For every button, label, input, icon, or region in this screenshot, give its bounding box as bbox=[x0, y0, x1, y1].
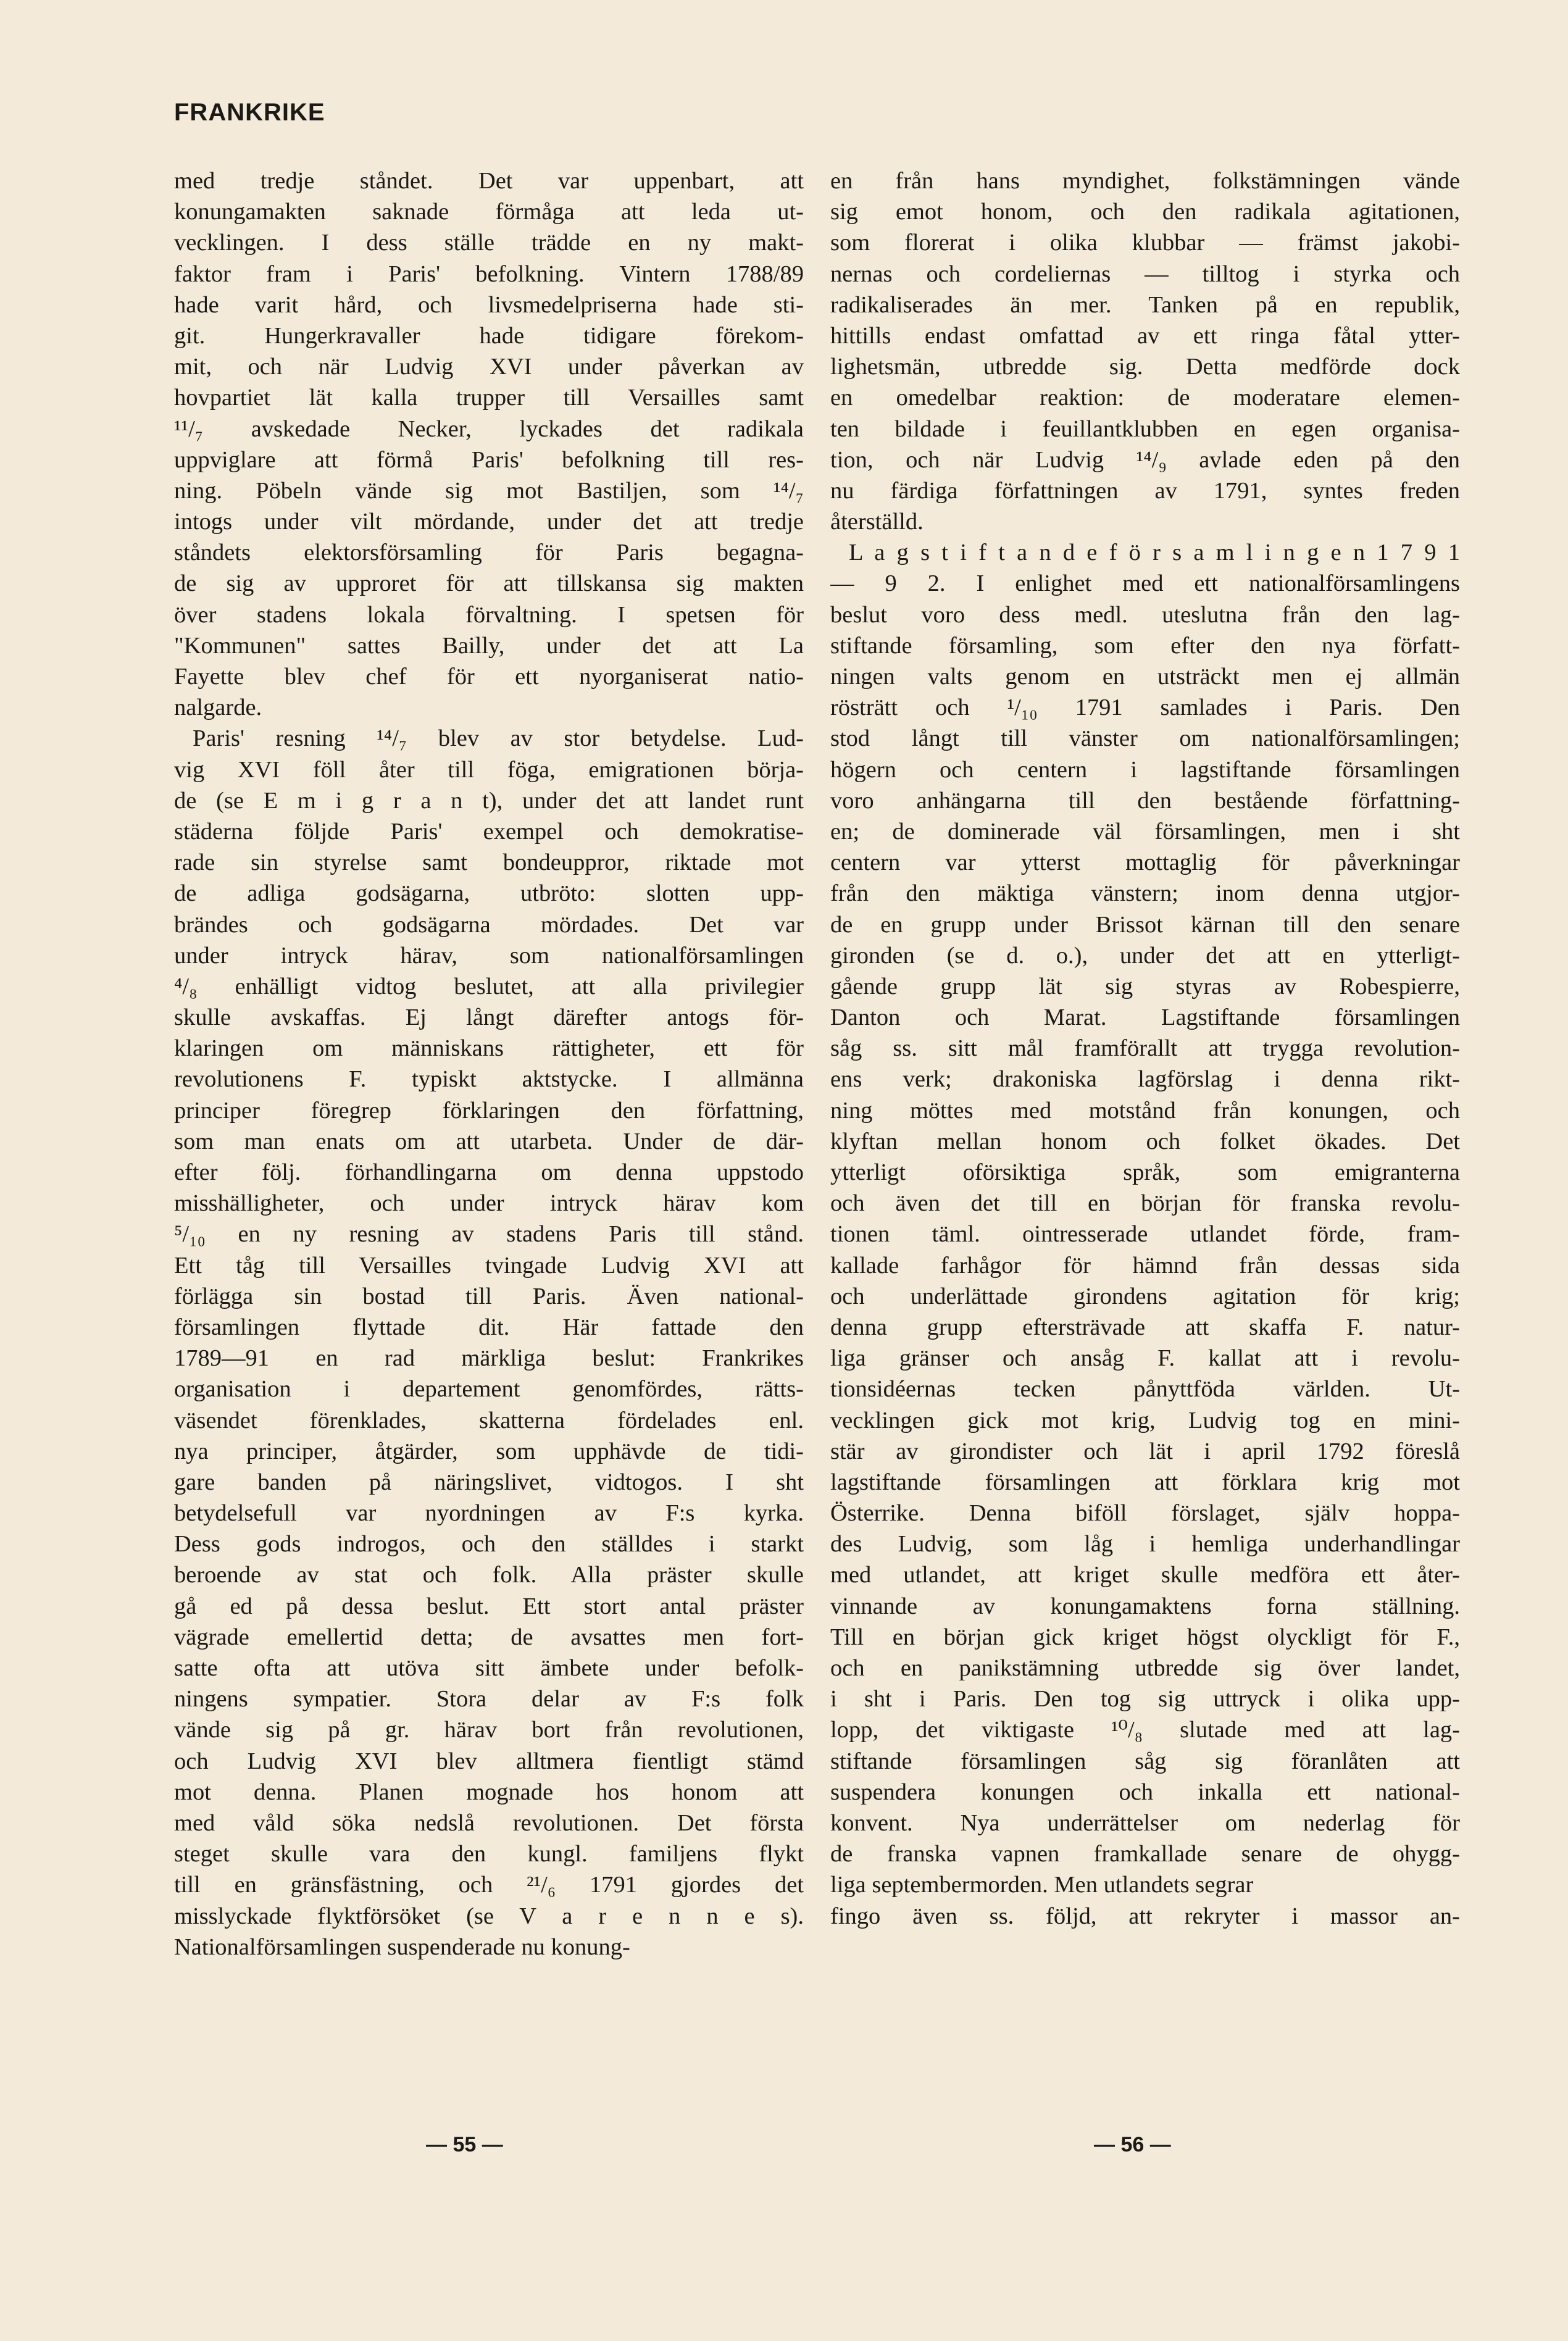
text-line: stod långt till vänster om nationalförsamlingen; bbox=[830, 725, 1460, 752]
text-line: ¹¹/₇ avskedade Necker, lyckades det radikala bbox=[174, 415, 804, 442]
text-line: och en panikstämning utbredde sig över landet, bbox=[830, 1655, 1460, 1681]
text-line: Till en början gick kriget högst olyckligt för F., bbox=[830, 1624, 1460, 1650]
text-line: församlingen flyttade dit. Här fattade den bbox=[174, 1314, 804, 1340]
text-line: "Kommunen" sattes Bailly, under det att La bbox=[174, 632, 804, 659]
text-line: återställd. bbox=[830, 509, 924, 535]
text-line: och även det till en början för franska revolu- bbox=[830, 1190, 1460, 1217]
text-line: ning. Pöbeln vände sig mot Bastiljen, som ¹⁴/₇ bbox=[174, 477, 804, 504]
text-line: organisation i departement genomfördes, rätts- bbox=[174, 1376, 804, 1403]
text-line: nernas och cordeliernas — tilltog i styrka och bbox=[830, 261, 1460, 287]
text-line: Österrike. Denna biföll förslaget, själv hoppa- bbox=[830, 1500, 1460, 1527]
text-line: klyftan mellan honom och folket ökades. Det bbox=[830, 1128, 1460, 1154]
text-line: högern och centern i lagstiftande församlingen bbox=[830, 756, 1460, 783]
text-line: Paris' resning ¹⁴/₇ blev av stor betydelse. Lud- bbox=[193, 725, 804, 752]
text-line: såg ss. sitt mål framförallt att trygga revolution- bbox=[830, 1035, 1460, 1062]
text-line: som man enats om att utarbeta. Under de där- bbox=[174, 1128, 804, 1154]
text-line: stiftande församling, som efter den nya författ- bbox=[830, 632, 1460, 659]
text-line: ningens sympatier. Stora delar av F:s folk bbox=[174, 1686, 804, 1713]
text-line: vecklingen. I dess ställe trädde en ny makt- bbox=[174, 230, 804, 256]
text-line: till en gränsfästning, och ²¹/₆ 1791 gjordes det bbox=[174, 1872, 804, 1898]
text-line: tionsidéernas tecken pånyttföda världen. Ut- bbox=[830, 1376, 1460, 1403]
text-line: ning möttes med motstånd från konungen, och bbox=[830, 1097, 1460, 1124]
text-line: Dess gods indrogos, och den ställdes i starkt bbox=[174, 1531, 804, 1558]
text-line: en omedelbar reaktion: de moderatare elemen- bbox=[830, 385, 1460, 411]
text-line: betydelsefull var nyordningen av F:s kyrka. bbox=[174, 1500, 804, 1527]
text-line: lopp, det viktigaste ¹⁰/₈ slutade med att lag- bbox=[830, 1717, 1460, 1743]
text-line: vig XVI föll åter till föga, emigrationen börja- bbox=[174, 756, 804, 783]
text-line: städerna följde Paris' exempel och demokratise- bbox=[174, 818, 804, 845]
text-line: ⁵/₁₀ en ny resning av stadens Paris till stånd. bbox=[174, 1221, 804, 1248]
text-line: ningen valts genom en utsträckt men ej allmän bbox=[830, 664, 1460, 690]
text-line: intogs under vilt mördande, under det att tredje bbox=[174, 509, 804, 535]
text-line: centern var ytterst mottaglig för påverkningar bbox=[830, 849, 1460, 876]
text-line: Fayette blev chef för ett nyorganiserat natio- bbox=[174, 664, 804, 690]
text-line: nya principer, åtgärder, som upphävde de tidi- bbox=[174, 1438, 804, 1464]
text-line: Nationalförsamlingen suspenderade nu konung- bbox=[174, 1934, 630, 1960]
text-line: liga septembermorden. Men utlandets segrar bbox=[830, 1872, 1254, 1898]
text-line: misshälligheter, och under intryck härav kom bbox=[174, 1190, 804, 1217]
text-line: brändes och godsägarna mördades. Det var bbox=[174, 911, 804, 938]
text-line: lighetsmän, utbredde sig. Detta medförde dock bbox=[830, 354, 1460, 380]
text-line: och underlättade girondens agitation för krig; bbox=[830, 1283, 1460, 1309]
text-line: tion, och när Ludvig ¹⁴/₉ avlade eden på den bbox=[830, 446, 1460, 473]
text-line: git. Hungerkravaller hade tidigare förekom- bbox=[174, 322, 804, 349]
left-page-number: — 55 — bbox=[426, 2133, 503, 2156]
text-line: skulle avskaffas. Ej långt därefter antogs för- bbox=[174, 1004, 804, 1031]
text-line: lagstiftande församlingen att förklara krig mot bbox=[830, 1469, 1460, 1495]
text-line: konvent. Nya underrättelser om nederlag för bbox=[830, 1809, 1460, 1836]
text-line: konungamakten saknade förmåga att leda ut- bbox=[174, 199, 804, 225]
text-line: — 9 2. I enlighet med ett nationalförsamlingens bbox=[830, 570, 1460, 597]
text-line: des Ludvig, som låg i hemliga underhandlingar bbox=[830, 1531, 1460, 1558]
text-line: rade sin styrelse samt bondeuppror, riktade mot bbox=[174, 849, 804, 876]
text-line: från den mäktiga vänstern; inom denna utgjor- bbox=[830, 880, 1460, 907]
text-line: kallade farhågor för hämnd från dessas sida bbox=[830, 1252, 1460, 1279]
text-line: mit, och när Ludvig XVI under påverkan av bbox=[174, 354, 804, 380]
text-line: Danton och Marat. Lagstiftande församlingen bbox=[830, 1004, 1460, 1031]
text-line: uppviglare att förmå Paris' befolkning till res- bbox=[174, 446, 804, 473]
text-line: hovpartiet lät kalla trupper till Versailles samt bbox=[174, 385, 804, 411]
text-line: med tredje ståndet. Det var uppenbart, att bbox=[174, 168, 804, 194]
text-line: de adliga godsägarna, utbröto: slotten upp- bbox=[174, 880, 804, 907]
text-line: ⁴/₈ enhälligt vidtog beslutet, att alla privilegier bbox=[174, 973, 804, 999]
text-line: en; de dominerade väl församlingen, men i sht bbox=[830, 818, 1460, 845]
text-line: faktor fram i Paris' befolkning. Vintern 1788/89 bbox=[174, 261, 804, 287]
text-line: suspendera konungen och inkalla ett national- bbox=[830, 1779, 1460, 1805]
text-line: de (se E m i g r a n t), under det att landet runt bbox=[174, 787, 804, 814]
text-line: misslyckade flyktförsöket (se V a r e n n e s). bbox=[174, 1903, 804, 1929]
text-line: ståndets elektorsförsamling för Paris begagna- bbox=[174, 540, 804, 566]
text-line: mot denna. Planen mognade hos honom att bbox=[174, 1779, 804, 1805]
text-line: vägrade emellertid detta; de avsattes men fort- bbox=[174, 1624, 804, 1650]
text-line: vinnande av konungamaktens forna ställning. bbox=[830, 1593, 1460, 1619]
text-line: ten bildade i feuillantklubben en egen organisa- bbox=[830, 415, 1460, 442]
text-line: liga gränser och ansåg F. kallat att i revolu- bbox=[830, 1345, 1460, 1372]
text-line: gående grupp lät sig styras av Robespierre, bbox=[830, 973, 1460, 999]
text-line: klaringen om människans rättigheter, ett för bbox=[174, 1035, 804, 1062]
page-title: FRANKRIKE bbox=[174, 99, 325, 126]
text-line: ytterligt oförsiktiga språk, som emigranterna bbox=[830, 1159, 1460, 1185]
text-line: de sig av upproret för att tillskansa sig makten bbox=[174, 570, 804, 597]
text-line: sig emot honom, och den radikala agitationen, bbox=[830, 199, 1460, 225]
text-line: gå ed på dessa beslut. Ett stort antal präster bbox=[174, 1593, 804, 1619]
text-line: satte ofta att utöva sitt ämbete under befolk- bbox=[174, 1655, 804, 1681]
text-line: med våld söka nedslå revolutionen. Det första bbox=[174, 1809, 804, 1836]
text-line: förlägga sin bostad till Paris. Även national- bbox=[174, 1283, 804, 1309]
text-line: L a g s t i f t a n d e f ö r s a m l i n g e n 1 7 9 1 bbox=[849, 540, 1460, 566]
text-line: beroende av stat och folk. Alla präster skulle bbox=[174, 1562, 804, 1588]
text-line: ens verk; drakoniska lagförslag i denna rikt- bbox=[830, 1066, 1460, 1093]
text-line: med utlandet, att kriget skulle medföra ett åter- bbox=[830, 1562, 1460, 1588]
text-line: tionen täml. ointresserade utlandet förde, fram- bbox=[830, 1221, 1460, 1248]
text-line: gironden (se d. o.), under det att en ytterligt- bbox=[830, 942, 1460, 969]
text-line: beslut voro dess medl. uteslutna från den lag- bbox=[830, 601, 1460, 628]
text-line: stiftande församlingen såg sig föranlåten att bbox=[830, 1748, 1460, 1774]
text-line: fingo även ss. följd, att rekryter i massor an- bbox=[830, 1903, 1460, 1929]
text-line: denna grupp eftersträvade att skaffa F. natur- bbox=[830, 1314, 1460, 1340]
text-line: vecklingen gick mot krig, Ludvig tog en mini- bbox=[830, 1407, 1460, 1433]
text-line: voro anhängarna till den bestående författning- bbox=[830, 787, 1460, 814]
text-line: revolutionens F. typiskt aktstycke. I allmänna bbox=[174, 1066, 804, 1093]
text-line: hittills endast omfattad av ett ringa fåtal ytter- bbox=[830, 322, 1460, 349]
text-line: gare banden på näringslivet, vidtogos. I sht bbox=[174, 1469, 804, 1495]
text-line: stär av girondister och lät i april 1792 föreslå bbox=[830, 1438, 1460, 1464]
text-line: och Ludvig XVI blev alltmera fientligt stämd bbox=[174, 1748, 804, 1774]
text-line: under intryck härav, som nationalförsamlingen bbox=[174, 942, 804, 969]
text-line: som florerat i olika klubbar — främst jakobi- bbox=[830, 230, 1460, 256]
text-line: nalgarde. bbox=[174, 695, 262, 721]
text-line: 1789—91 en rad märkliga beslut: Frankrikes bbox=[174, 1345, 804, 1372]
text-line: hade varit hård, och livsmedelpriserna hade sti- bbox=[174, 291, 804, 318]
text-line: radikaliserades än mer. Tanken på en republik, bbox=[830, 291, 1460, 318]
text-line: en från hans myndighet, folkstämningen vände bbox=[830, 168, 1460, 194]
text-line: steget skulle vara den kungl. familjens flykt bbox=[174, 1841, 804, 1867]
left-text-column bbox=[174, 165, 804, 1963]
right-text-column bbox=[830, 165, 1460, 1932]
text-line: de en grupp under Brissot kärnan till den senare bbox=[830, 911, 1460, 938]
text-line: efter följ. förhandlingarna om denna uppstodo bbox=[174, 1159, 804, 1185]
text-line: principer föregrep förklaringen den författning, bbox=[174, 1097, 804, 1124]
text-line: i sht i Paris. Den tog sig uttryck i olika upp- bbox=[830, 1686, 1460, 1713]
text-line: nu färdiga författningen av 1791, syntes freden bbox=[830, 477, 1460, 504]
text-line: över stadens lokala förvaltning. I spetsen för bbox=[174, 601, 804, 628]
text-line: vände sig på gr. härav bort från revolutionen, bbox=[174, 1717, 804, 1743]
text-line: väsendet förenklades, skatterna fördelades enl. bbox=[174, 1407, 804, 1433]
text-line: rösträtt och ¹/₁₀ 1791 samlades i Paris. Den bbox=[830, 695, 1460, 721]
text-line: Ett tåg till Versailles tvingade Ludvig XVI att bbox=[174, 1252, 804, 1279]
text-line: de franska vapnen framkallade senare de ohygg- bbox=[830, 1841, 1460, 1867]
right-page-number: — 56 — bbox=[1094, 2133, 1171, 2156]
